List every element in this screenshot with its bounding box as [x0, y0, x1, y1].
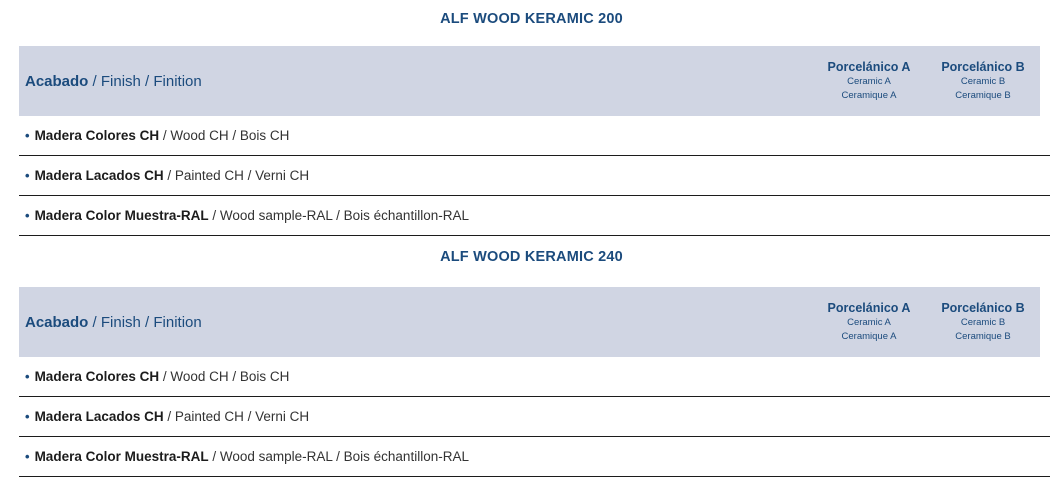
column-title: Porcelánico A: [827, 300, 911, 315]
bullet-icon: •: [25, 449, 30, 464]
column-subtitle-en: Ceramic A: [847, 316, 891, 328]
table-header-keramic-240: [19, 287, 1040, 357]
finish-header-label: [25, 314, 202, 331]
finish-name: Madera Colores CH: [34, 128, 160, 143]
column-subtitle-fr: Ceramique B: [955, 330, 1011, 342]
table-header-keramic-200: [19, 46, 1040, 116]
section-title-keramic-200: ALF WOOD KERAMIC 200: [440, 11, 623, 27]
column-subtitle-en: Ceramic A: [847, 75, 891, 87]
column-subtitle-fr: Ceramique A: [841, 89, 897, 101]
table-row-madera-lacados: [19, 397, 1050, 437]
finish-name-translations: / Wood CH / Bois CH: [159, 128, 290, 143]
finish-rows-keramic-200: [19, 116, 1050, 236]
finish-name-translations: / Painted CH / Verni CH: [163, 409, 310, 424]
porcelain-columns: [812, 60, 1040, 103]
bullet-icon: •: [25, 128, 30, 143]
finish-rows-keramic-240: [19, 357, 1050, 477]
column-title: Porcelánico A: [827, 59, 911, 74]
finish-name: Madera Color Muestra-RAL: [34, 208, 209, 223]
bullet-icon: •: [25, 168, 30, 183]
column-header-porcelanico-a: [812, 60, 926, 103]
finish-name: Madera Color Muestra-RAL: [34, 449, 209, 464]
finish-header-label: [25, 73, 202, 90]
finish-name-translations: / Wood sample-RAL / Bois échantillon-RAL: [208, 449, 469, 464]
column-subtitle-fr: Ceramique A: [841, 330, 897, 342]
table-row-madera-colores: [19, 357, 1050, 397]
finish-label-translations: / Finish / Finition: [88, 72, 202, 90]
finish-name: Madera Colores CH: [34, 369, 160, 384]
table-row-madera-lacados: [19, 156, 1050, 196]
table-row-madera-muestra-ral: [19, 437, 1050, 477]
column-subtitle-en: Ceramic B: [960, 75, 1006, 87]
bullet-icon: •: [25, 409, 30, 424]
column-header-porcelanico-b: [926, 301, 1040, 344]
column-title: Porcelánico B: [941, 59, 1025, 74]
finish-name: Madera Lacados CH: [34, 168, 164, 183]
finish-name-translations: / Painted CH / Verni CH: [163, 168, 310, 183]
finish-name-translations: / Wood CH / Bois CH: [159, 369, 290, 384]
column-title: Porcelánico B: [941, 300, 1025, 315]
table-row-madera-colores: [19, 116, 1050, 156]
finish-name: Madera Lacados CH: [34, 409, 164, 424]
finish-label-translations: / Finish / Finition: [88, 313, 202, 331]
bullet-icon: •: [25, 369, 30, 384]
column-subtitle-en: Ceramic B: [960, 316, 1006, 328]
finish-name-translations: / Wood sample-RAL / Bois échantillon-RAL: [208, 208, 469, 223]
column-subtitle-fr: Ceramique B: [955, 89, 1011, 101]
table-row-madera-muestra-ral: [19, 196, 1050, 236]
column-header-porcelanico-b: [926, 60, 1040, 103]
section-title-keramic-240: ALF WOOD KERAMIC 240: [440, 249, 623, 265]
finish-label-es: Acabado: [25, 313, 89, 331]
bullet-icon: •: [25, 208, 30, 223]
porcelain-columns: [812, 301, 1040, 344]
finish-label-es: Acabado: [25, 72, 89, 90]
column-header-porcelanico-a: [812, 301, 926, 344]
